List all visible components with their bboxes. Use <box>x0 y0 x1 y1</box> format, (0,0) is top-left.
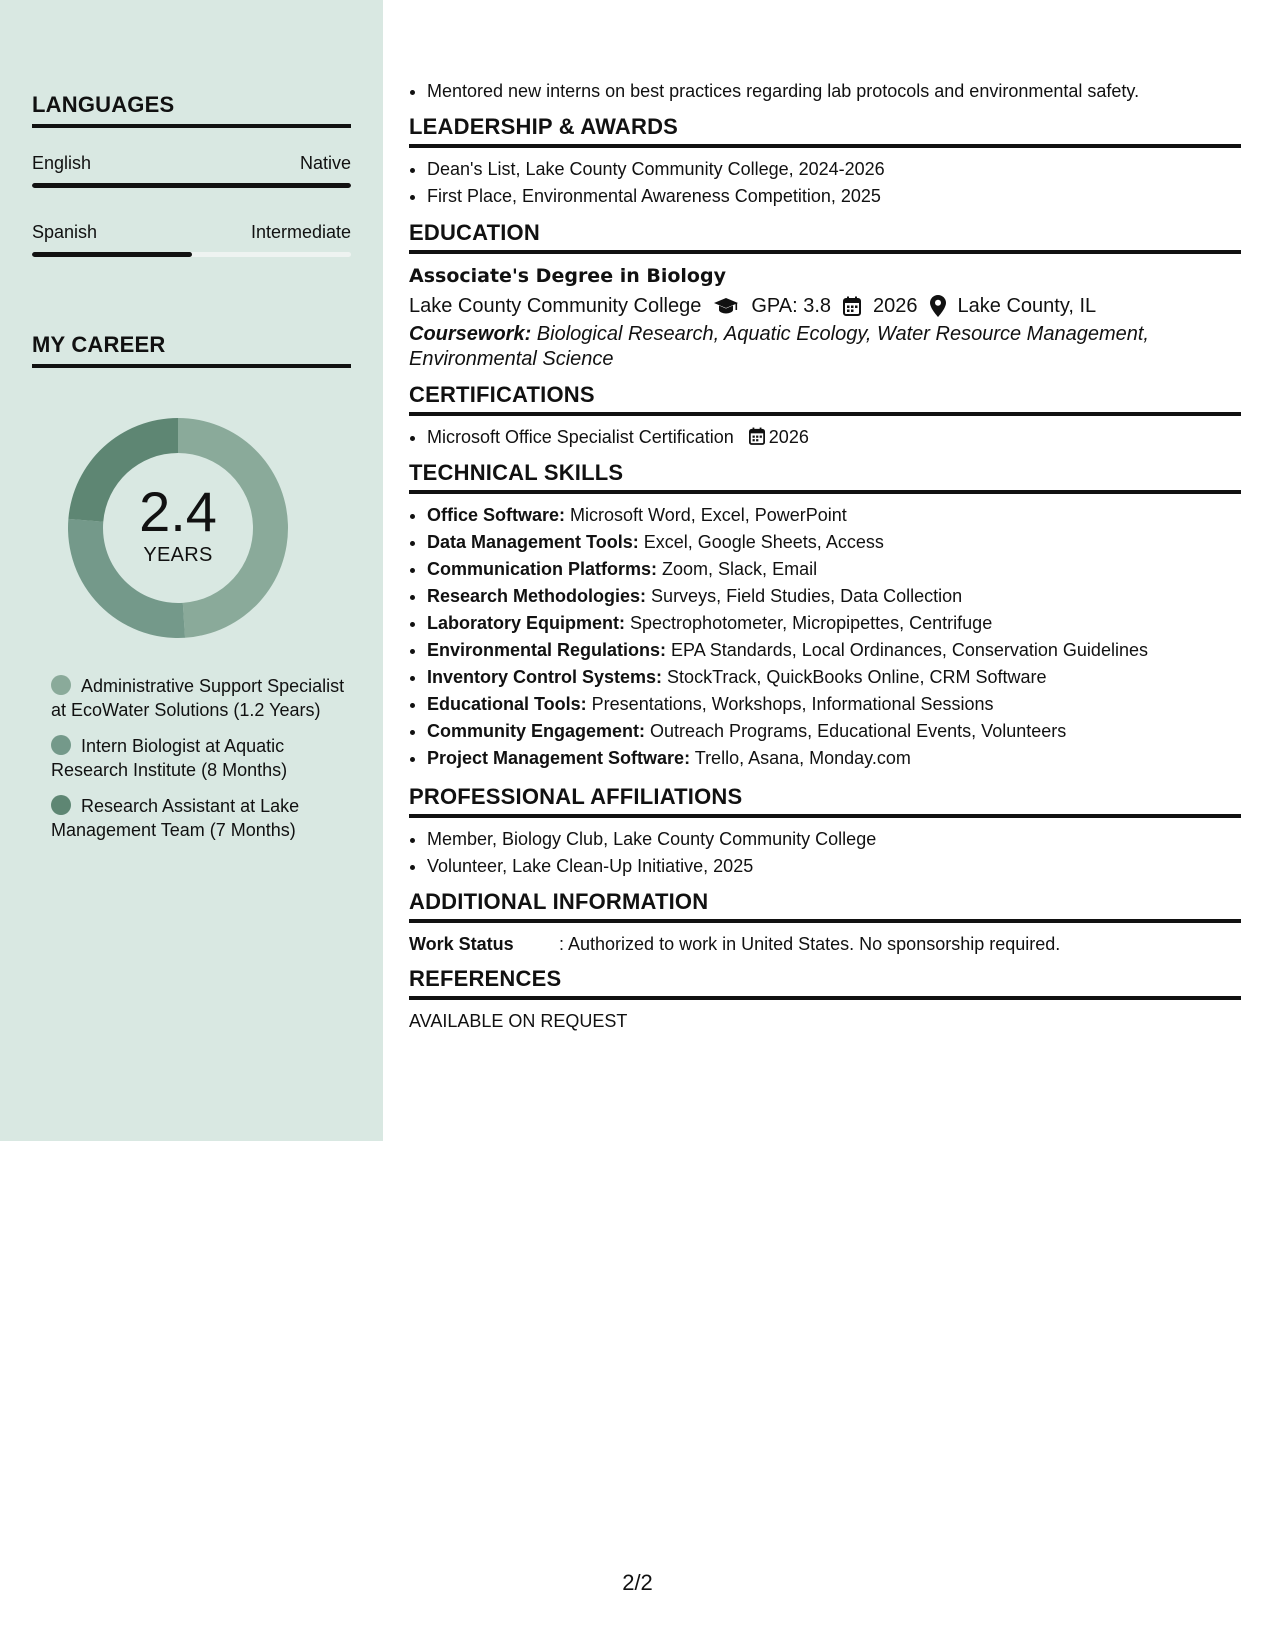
affiliation-item: • Member, Biology Club, Lake County Community College <box>427 826 1241 853</box>
skill-item <box>427 718 1241 745</box>
certification-item <box>427 424 1241 451</box>
career-legend-item <box>51 734 351 782</box>
skill-label: Project Management Software: <box>427 748 691 768</box>
career-legend <box>51 674 351 854</box>
language-name: Spanish <box>32 222 98 242</box>
experience-bullet: • Mentored new interns on best practices regarding lab protocols and environmental safety. <box>427 78 1241 105</box>
skill-label: Office Software: <box>427 505 566 525</box>
affiliation-item: • Volunteer, Lake Clean-Up Initiative, 2025 <box>427 853 1241 880</box>
language-level: Intermediate <box>250 222 351 242</box>
skill-label: Educational Tools: <box>427 694 587 714</box>
leadership-item: • Dean's List, Lake County Community College, 2024-2026 <box>427 156 1241 183</box>
skill-item <box>427 637 1241 664</box>
degree-title: Associate's Degree in Biology <box>409 265 726 287</box>
graduation-year: 2026 <box>873 295 918 317</box>
certification-year: 2026 <box>768 427 809 447</box>
school-name: Lake County Community College <box>409 295 702 317</box>
calendar-icon <box>843 296 861 316</box>
graduation-cap-icon <box>713 297 739 315</box>
career-legend-text: Administrative Support Specialist at EcoWater Solutions (1.2 Years) <box>51 676 345 720</box>
language-bar-fill <box>32 183 351 188</box>
affiliations-heading: PROFESSIONAL AFFILIATIONS <box>409 784 1241 818</box>
skill-label: Inventory Control Systems: <box>427 667 663 687</box>
languages-heading: LANGUAGES <box>32 92 351 128</box>
skill-label: Data Management Tools: <box>427 532 639 552</box>
leadership-list <box>409 156 1241 210</box>
leadership-item: • First Place, Environmental Awareness Competition, 2025 <box>427 183 1241 210</box>
certification-name: Microsoft Office Specialist Certification <box>427 427 734 447</box>
career-legend-item <box>51 674 351 722</box>
skill-value: Presentations, Workshops, Informational Sessions <box>586 694 994 714</box>
career-legend-text: Intern Biologist at Aquatic Research Institute (8 Months) <box>51 736 288 780</box>
calendar-icon <box>749 427 765 445</box>
location-pin-icon <box>930 295 946 317</box>
coursework-label: Coursework: <box>409 323 532 345</box>
school-location: Lake County, IL <box>957 295 1097 317</box>
language-row-english <box>32 153 351 174</box>
education-details <box>409 290 1241 322</box>
language-name: English <box>32 153 92 173</box>
skill-label: Research Methodologies: <box>427 586 647 606</box>
skill-value: Spectrophotometer, Micropipettes, Centrifuge <box>625 613 993 633</box>
language-row-spanish <box>32 222 351 243</box>
career-donut-center <box>66 416 290 640</box>
work-status-value: : Authorized to work in United States. No sponsorship required. <box>559 934 1061 954</box>
education-heading: EDUCATION <box>409 220 1241 254</box>
leadership-heading: LEADERSHIP & AWARDS <box>409 114 1241 148</box>
skill-value: Outreach Programs, Educational Events, Volunteers <box>645 721 1067 741</box>
language-bar-english <box>32 183 351 188</box>
skill-value: Surveys, Field Studies, Data Collection <box>646 586 963 606</box>
legend-dot <box>51 795 71 815</box>
skill-value: Microsoft Word, Excel, PowerPoint <box>565 505 847 525</box>
skill-item <box>427 556 1241 583</box>
skill-label: Community Engagement: <box>427 721 646 741</box>
language-bar-fill <box>32 252 192 257</box>
skill-value: EPA Standards, Local Ordinances, Conservation Guidelines <box>666 640 1148 660</box>
certifications-heading: CERTIFICATIONS <box>409 382 1241 416</box>
skill-label: Communication Platforms: <box>427 559 658 579</box>
language-bar-spanish <box>32 252 351 257</box>
skill-item <box>427 583 1241 610</box>
skill-item <box>427 502 1241 529</box>
work-status-row <box>409 931 1241 957</box>
work-status-label: Work Status <box>409 934 514 954</box>
skill-value: Excel, Google Sheets, Access <box>638 532 884 552</box>
language-level: Native <box>299 153 351 173</box>
skill-value: Trello, Asana, Monday.com <box>690 748 911 768</box>
certifications-list <box>409 424 1241 451</box>
additional-info-heading: ADDITIONAL INFORMATION <box>409 889 1241 923</box>
coursework-list: Biological Research, Aquatic Ecology, Water Resource Management, Environmental Science <box>409 323 1149 370</box>
skill-item <box>427 745 1241 772</box>
skills-list <box>409 502 1241 772</box>
career-donut-chart <box>66 416 290 640</box>
legend-dot <box>51 735 71 755</box>
legend-dot <box>51 675 71 695</box>
experience-bullets <box>409 78 1241 105</box>
skill-item <box>427 610 1241 637</box>
career-total-value: 2.4 <box>139 479 217 543</box>
career-legend-text: Research Assistant at Lake Management Team (7 Months) <box>51 796 300 840</box>
sidebar <box>0 0 383 1141</box>
skills-heading: TECHNICAL SKILLS <box>409 460 1241 494</box>
career-legend-item <box>51 794 351 842</box>
skill-value: Zoom, Slack, Email <box>657 559 818 579</box>
career-total-unit: YEARS <box>143 543 213 566</box>
page-number: 2/2 <box>622 1570 653 1595</box>
affiliations-list <box>409 826 1241 880</box>
references-heading: REFERENCES <box>409 966 1241 1000</box>
coursework <box>409 322 1241 372</box>
skill-label: Laboratory Equipment: <box>427 613 626 633</box>
career-heading: MY CAREER <box>32 332 351 368</box>
gpa: GPA: 3.8 <box>751 295 832 317</box>
references-text: AVAILABLE ON REQUEST <box>409 1011 628 1031</box>
skill-item <box>427 664 1241 691</box>
skill-value: StockTrack, QuickBooks Online, CRM Software <box>662 667 1047 687</box>
skill-item <box>427 691 1241 718</box>
main-content <box>409 78 1241 1034</box>
skill-label: Environmental Regulations: <box>427 640 667 660</box>
skill-item <box>427 529 1241 556</box>
